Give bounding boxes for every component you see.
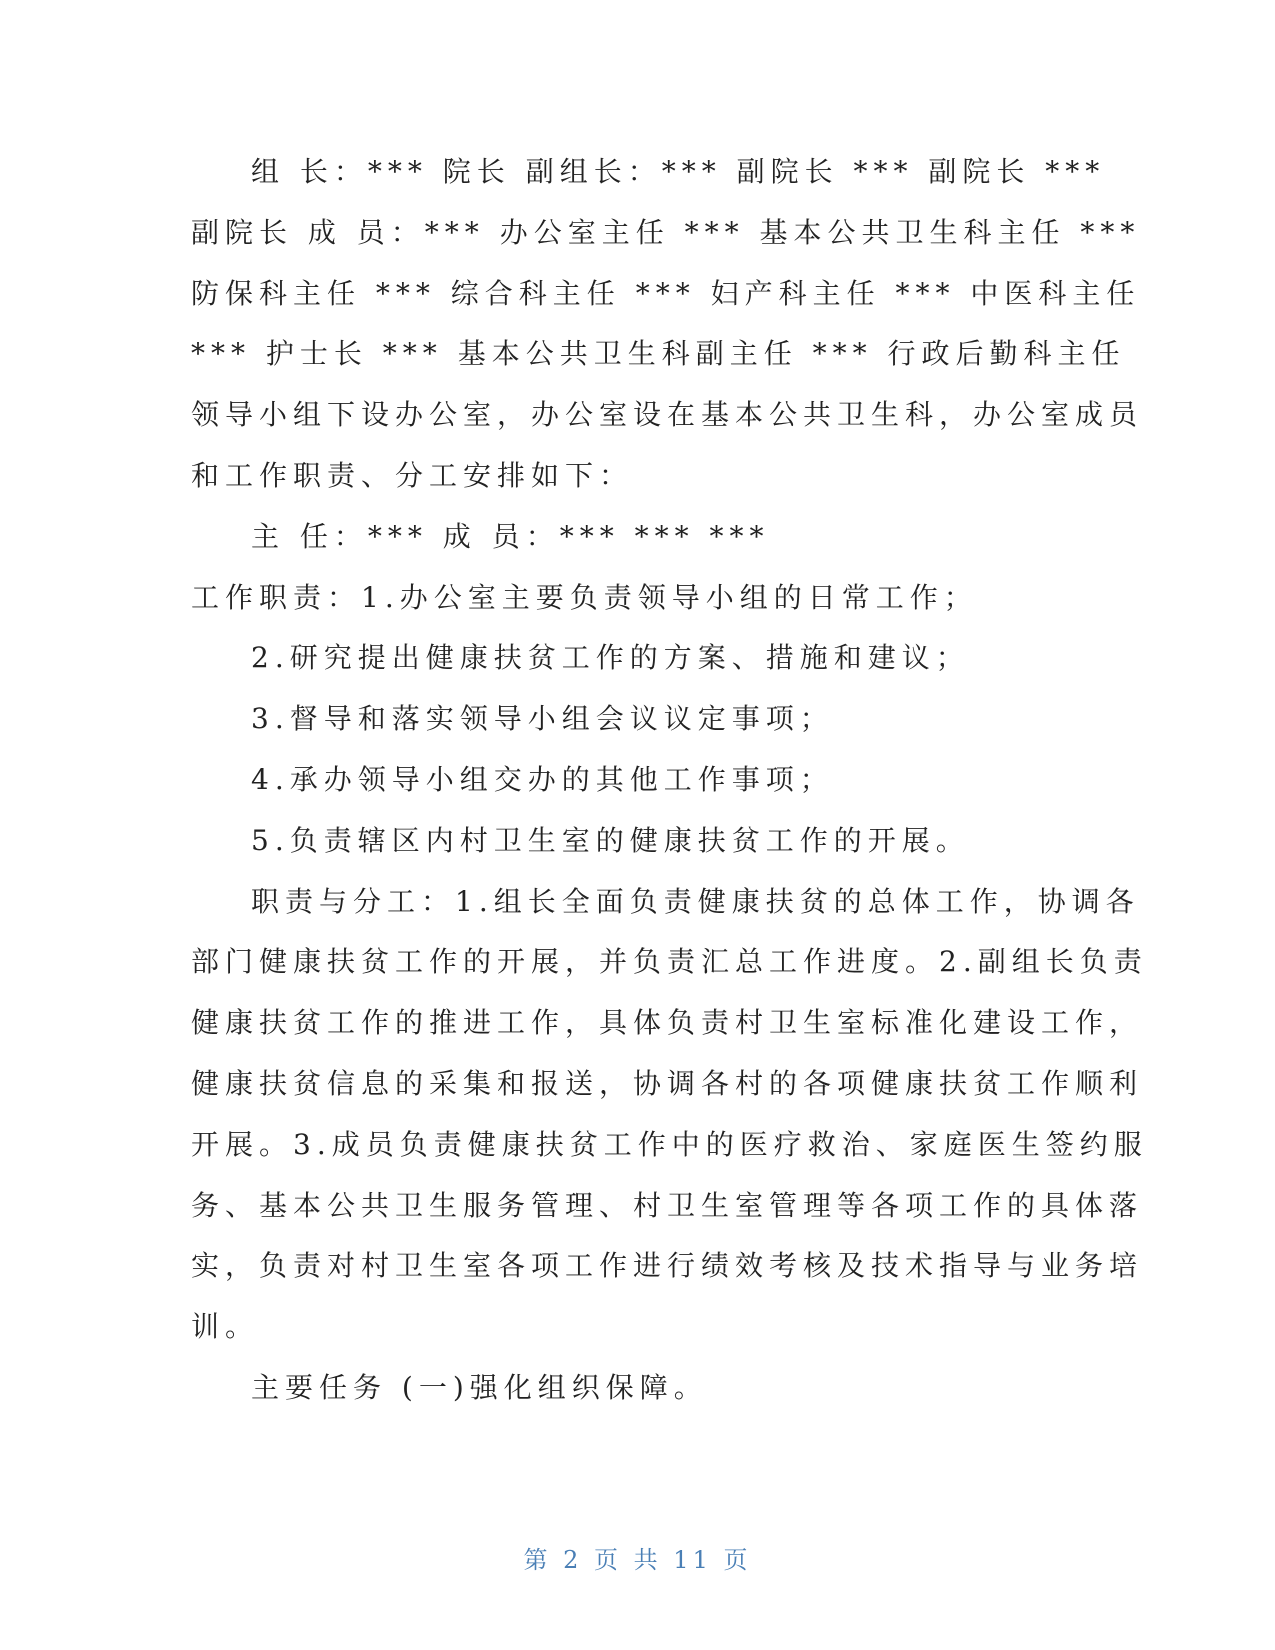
text-line: 主要任务 (一)强化组织保障。 xyxy=(251,1370,708,1404)
text-line: 健康扶贫工作的推进工作，具体负责村卫生室标准化建设工作， xyxy=(191,1006,1144,1040)
text-line: 部门健康扶贫工作的开展，并负责汇总工作进度。2.副组长负责 xyxy=(191,945,1148,979)
text-line: 4.承办领导小组交办的其他工作事项； xyxy=(251,762,834,796)
page-number-footer: 第 2 页 共 11 页 xyxy=(523,1546,752,1574)
text-line: 组 长：*** 院长 副组长：*** 副院长 *** 副院长 *** xyxy=(251,155,1106,188)
text-line: 领导小组下设办公室，办公室设在基本公共卫生科，办公室成员 xyxy=(191,398,1144,432)
text-line: 健康扶贫信息的采集和报送，协调各村的各项健康扶贫工作顺利 xyxy=(191,1066,1144,1100)
text-line: 2.研究提出健康扶贫工作的方案、措施和建议； xyxy=(251,641,970,675)
text-line: 3.督导和落实领导小组会议议定事项； xyxy=(251,702,834,736)
text-line: 实，负责对村卫生室各项工作进行绩效考核及技术指导与业务培 xyxy=(191,1249,1144,1283)
text-line: 和工作职责、分工安排如下： xyxy=(191,458,634,492)
text-line: 防保科主任 *** 综合科主任 *** 妇产科主任 *** 中医科主任 xyxy=(191,276,1141,310)
text-line: 主 任：*** 成 员：*** *** *** xyxy=(251,519,770,553)
text-line: 开展。3.成员负责健康扶贫工作中的医疗救治、家庭医生签约服 xyxy=(191,1127,1148,1161)
text-line: 职责与分工：1.组长全面负责健康扶贫的总体工作，协调各 xyxy=(251,884,1140,918)
text-line: 5.负责辖区内村卫生室的健康扶贫工作的开展。 xyxy=(251,823,970,857)
text-line: 工作职责：1.办公室主要负责领导小组的日常工作； xyxy=(191,580,978,614)
text-line: 务、基本公共卫生服务管理、村卫生室管理等各项工作的具体落 xyxy=(191,1188,1144,1222)
document-body xyxy=(191,142,1148,1419)
text-line: 副院长 成 员：*** 办公室主任 *** 基本公共卫生科主任 *** xyxy=(191,215,1141,249)
text-line: 训。 xyxy=(191,1310,260,1344)
text-line: *** 护士长 *** 基本公共卫生科副主任 *** 行政后勤科主任 xyxy=(191,337,1126,371)
